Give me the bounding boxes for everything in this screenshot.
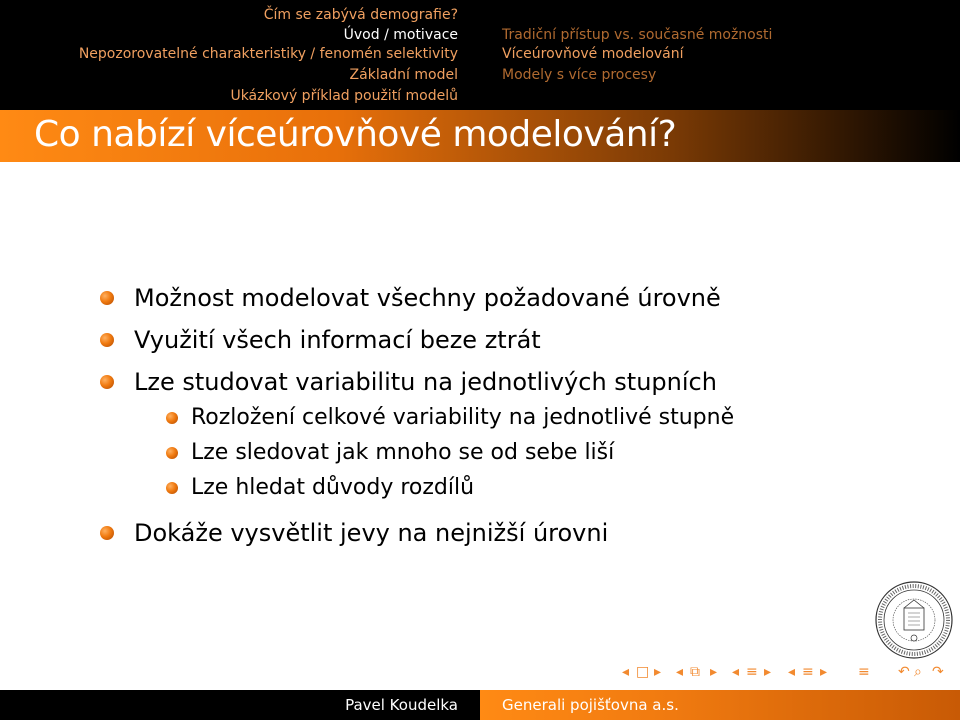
nav-subsection-2[interactable]: Víceúrovňové modelování: [502, 46, 684, 62]
list-item: [100, 517, 860, 559]
nav-section-2[interactable]: Úvod / motivace: [343, 27, 458, 43]
nav-section-prev-icon[interactable]: ◂: [732, 664, 740, 680]
nav-section-5[interactable]: Ukázkový příklad použití modelů: [230, 88, 458, 104]
university-seal-icon: [874, 580, 954, 660]
nav-subsection-icon[interactable]: ⧉: [690, 664, 700, 680]
bullet-ball-icon: [166, 482, 178, 494]
nav-section-next-icon[interactable]: ▸: [820, 664, 828, 680]
header-navigation: [0, 0, 960, 110]
sub-list-item-text: Rozložení celkové variability na jednotlivé stupně: [191, 405, 735, 430]
nav-section-1[interactable]: Čím se zabývá demografie?: [263, 7, 458, 23]
nav-subsection-3[interactable]: Modely s více procesy: [502, 67, 657, 83]
nav-frame-prev-icon[interactable]: ◂: [622, 664, 630, 680]
list-item-text: Lze studovat variabilitu na jednotlivých stupních: [134, 368, 717, 396]
beamer-navigation-symbols: [622, 664, 958, 686]
nav-section-prev-icon[interactable]: ◂: [788, 664, 796, 680]
sub-list-item-text: Lze sledovat jak mnoho se od sebe liší: [191, 440, 615, 465]
footer-author-box: [0, 690, 480, 720]
sub-list-item-text: Lze hledat důvody rozdílů: [191, 475, 475, 500]
nav-subsection-1[interactable]: Tradiční přístup vs. současné možnosti: [502, 27, 773, 43]
bullet-ball-icon: [166, 447, 178, 459]
list-item: [100, 282, 860, 324]
nav-toc-icon[interactable]: ≡: [858, 664, 870, 680]
list-item: [100, 366, 860, 404]
nav-section-3[interactable]: Nepozorovatelné charakteristiky / fenomén selektivity: [78, 46, 458, 62]
footer-institute: Generali pojišťovna a.s.: [502, 696, 679, 714]
bullet-ball-icon: [166, 412, 178, 424]
nav-section-icon[interactable]: ≡: [746, 664, 758, 680]
nav-section-next-icon[interactable]: ▸: [764, 664, 772, 680]
nav-frame-next-icon[interactable]: ▸: [654, 664, 662, 680]
footer-author: Pavel Koudelka: [345, 696, 458, 714]
footer: [0, 690, 960, 720]
subsection-navigation: [480, 0, 960, 110]
nav-subsection-next-icon[interactable]: ▸: [710, 664, 718, 680]
bullet-ball-icon: [100, 291, 114, 305]
nav-search-icon[interactable]: ⌕: [914, 664, 922, 680]
sub-list-item: [166, 404, 860, 439]
section-navigation: [0, 0, 480, 110]
bullet-list: [100, 282, 860, 559]
nav-section-4[interactable]: Základní model: [349, 67, 458, 83]
bullet-ball-icon: [100, 375, 114, 389]
nav-section-icon[interactable]: ≡: [802, 664, 814, 680]
nav-forward-icon[interactable]: ↷: [932, 664, 944, 680]
frame-title-bar: [0, 110, 960, 162]
sub-list-item: [166, 474, 860, 517]
bullet-ball-icon: [100, 526, 114, 540]
list-item: [100, 324, 860, 366]
frame-title: Co nabízí víceúrovňové modelování?: [34, 114, 677, 155]
footer-institute-box: [480, 690, 960, 720]
sub-list-item: [166, 439, 860, 474]
nav-back-icon[interactable]: ↶: [898, 664, 910, 680]
list-item-text: Možnost modelovat všechny požadované úrovně: [134, 284, 721, 312]
nav-frame-icon[interactable]: □: [636, 664, 650, 680]
nav-subsection-prev-icon[interactable]: ◂: [676, 664, 684, 680]
list-item-text: Využití všech informací beze ztrát: [134, 326, 541, 354]
bullet-ball-icon: [100, 333, 114, 347]
list-item-text: Dokáže vysvětlit jevy na nejnižší úrovni: [134, 519, 609, 547]
